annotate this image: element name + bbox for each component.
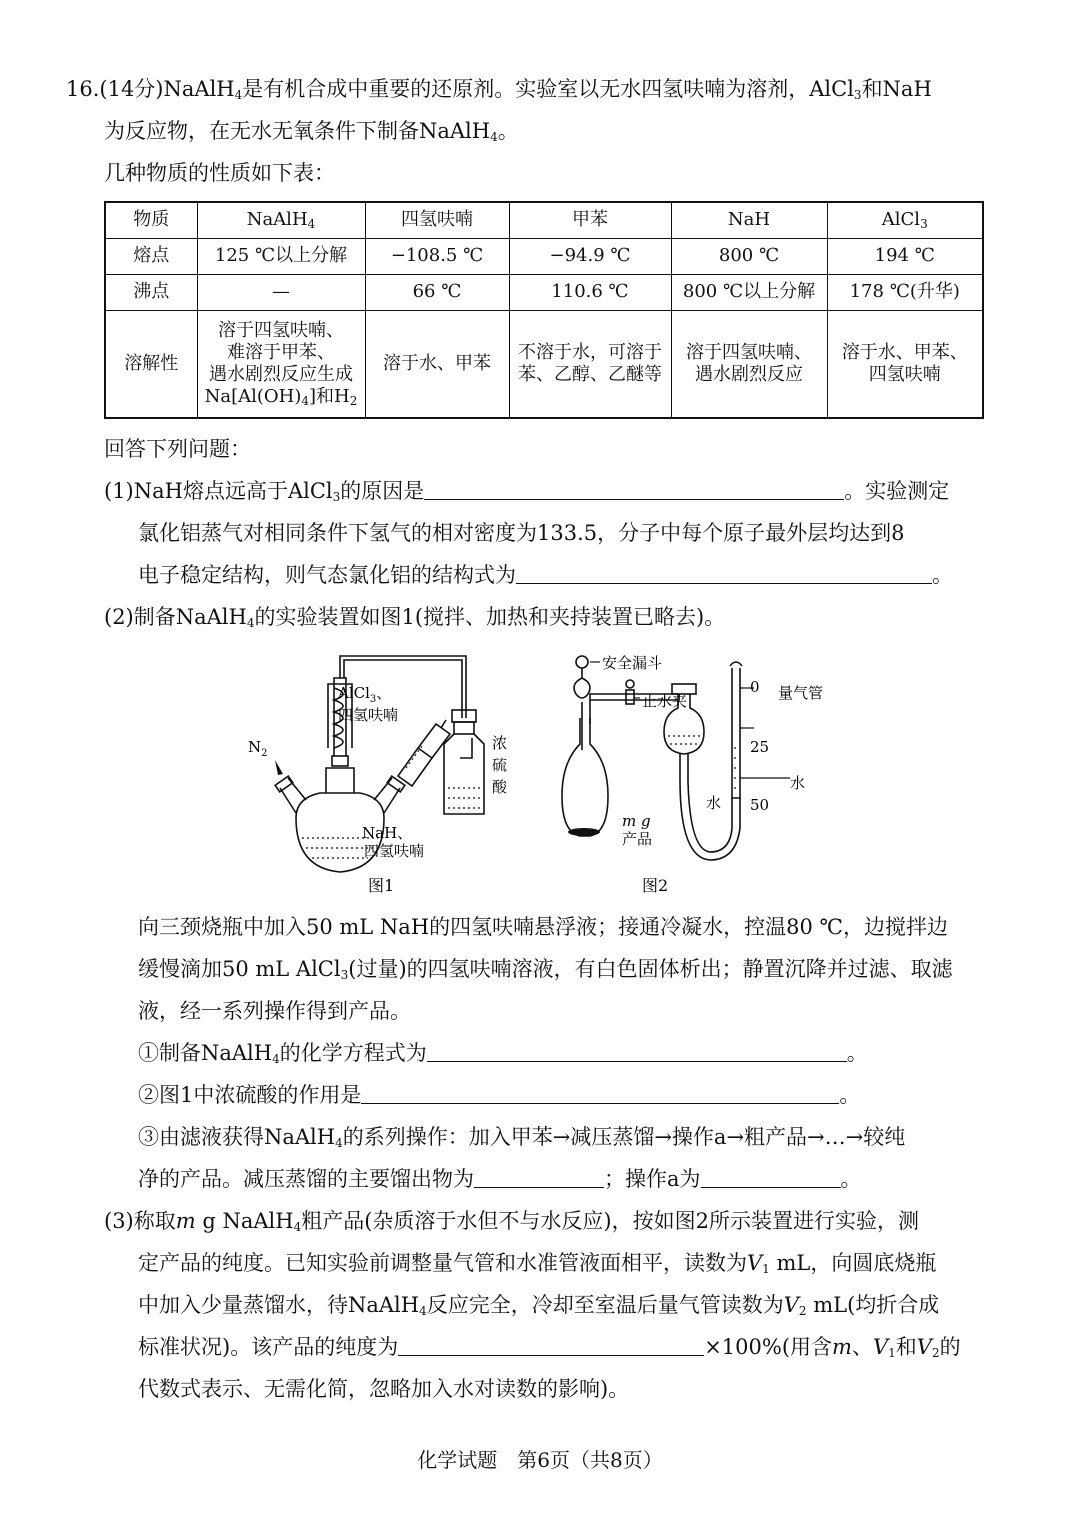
label-water-right: 水 (790, 774, 806, 792)
label-water-left: 水 (706, 794, 722, 812)
table-intro: 几种物质的性质如下表： (104, 161, 335, 185)
sub-question-3-line-2: 净的产品。减压蒸馏的主要馏出物为 ；操作a为 。 (138, 1167, 862, 1191)
part-1-line-3: 电子稳定结构，则气态氯化铝的结构式为 。 (138, 563, 953, 587)
part-2-line-1: (2)制备NaAlH$_4$的实验装置如图1(搅拌、加热和夹持装置已略去)。 (104, 605, 726, 630)
table-header-cell: 物质 (105, 202, 197, 238)
table-cell: 溶于水、甲苯 (365, 310, 509, 418)
table-cell: 194 ℃ (827, 238, 983, 274)
label-nah: NaH、 (362, 824, 413, 842)
label-safety-funnel: 安全漏斗 (602, 654, 663, 672)
answer-blank[interactable] (701, 1165, 841, 1188)
table-cell: 熔点 (105, 238, 197, 274)
table-cell: 800 ℃以上分解 (671, 274, 827, 310)
table-cell: −94.9 ℃ (509, 238, 671, 274)
answer-blank[interactable] (516, 561, 932, 584)
label-50: 50 (750, 796, 770, 814)
part-3-line-4: 标准状况)。该产品的纯度为 ×100%(用含m、$V_1$和$V_2$的 (138, 1335, 961, 1360)
part-3-line-1: (3)称取m g NaAlH$_4$粗产品(杂质溶于水但不与水反应)，按如图2所示装置进行实验，测 (104, 1209, 919, 1234)
question-16-line-1: 16.(14分)NaAlH$_4$是有机合成中重要的还原剂。实验室以无水四氢呋喃为溶剂，AlCl$_3$和NaH (66, 77, 932, 102)
answer-blank[interactable] (474, 1165, 604, 1188)
part-2-desc-line-3: 液，经一系列操作得到产品。 (138, 999, 411, 1023)
figure-2-caption: 图2 (642, 876, 669, 895)
table-row-melting (105, 238, 983, 274)
table-cell: 溶解性 (105, 310, 197, 418)
page-footer: 化学试题 第6页（共8页） (417, 1448, 663, 1472)
part-2-desc-line-2: 缓慢滴加50 mL AlCl$_3$(过量)的四氢呋喃溶液，有白色固体析出；静置沉降并过滤、取滤 (138, 957, 953, 982)
table-header-cell: NaH (671, 202, 827, 238)
table-header-cell: 甲苯 (509, 202, 671, 238)
label-alcl3: AlCl$_3$、 (338, 684, 392, 705)
table-cell: — (197, 274, 365, 310)
table-cell: 溶于水、甲苯、 四氢呋喃 (827, 310, 983, 418)
table-cell: 178 ℃(升华) (827, 274, 983, 310)
sub-question-1: ①制备NaAlH$_4$的化学方程式为 。 (138, 1041, 868, 1066)
table-row-header (105, 202, 983, 238)
part-1-line-1: (1)NaH熔点远高于AlCl$_3$的原因是 。实验测定 (104, 479, 950, 504)
table-cell: 沸点 (105, 274, 197, 310)
answer-blank[interactable] (424, 477, 844, 500)
figure-2-apparatus (560, 648, 860, 898)
table-header-cell: AlCl$_3$ (827, 202, 983, 238)
table-row-solubility (105, 310, 983, 418)
answer-intro: 回答下列问题： (104, 437, 251, 461)
label-n2: $N_2$ (248, 738, 268, 759)
table-cell: 不溶于水，可溶于 苯、乙醇、乙醚等 (509, 310, 671, 418)
table-cell: 110.6 ℃ (509, 274, 671, 310)
table-cell: 800 ℃ (671, 238, 827, 274)
sub-question-2: ②图1中浓硫酸的作用是 。 (138, 1083, 861, 1107)
table-cell: 66 ℃ (365, 274, 509, 310)
label-thf-bottom: 四氢呋喃 (364, 842, 425, 860)
label-acid-1: 浓 (492, 734, 508, 752)
table-row-boiling (105, 274, 983, 310)
sub-question-3-line-1: ③由滤液获得NaAlH$_4$的系列操作：加入甲苯→减压蒸馏→操作a→粗产品→…→较纯 (138, 1125, 906, 1150)
figure-1-apparatus (240, 648, 540, 898)
label-acid-2: 硫 (492, 756, 508, 774)
part-1-line-2: 氯化铝蒸气对相同条件下氢气的相对密度为133.5，分子中每个原子最外层均达到8 (138, 521, 905, 545)
part-2-desc-line-1: 向三颈烧瓶中加入50 mL NaH的四氢呋喃悬浮液；接通冷凝水，控温80 ℃，边搅拌边 (138, 915, 949, 939)
part-3-line-2: 定产品的纯度。已知实验前调整量气管和水准管液面相平，读数为$V_1$ mL，向圆底烧瓶 (138, 1251, 937, 1276)
label-zero: 0 (750, 678, 760, 696)
label-acid-3: 酸 (492, 778, 508, 796)
label-mg: m g (622, 812, 651, 830)
label-gas-tube: 量气管 (778, 684, 824, 702)
part-3-line-3: 中加入少量蒸馏水，待NaAlH$_4$反应完全，冷却至室温后量气管读数为$V_2$ mL(均折合成 (138, 1293, 940, 1318)
properties-table (104, 201, 984, 419)
figure-1-caption: 图1 (368, 876, 395, 895)
answer-blank[interactable] (361, 1081, 839, 1104)
table-cell: 125 ℃以上分解 (197, 238, 365, 274)
answer-blank[interactable] (398, 1333, 704, 1356)
label-water-clamp: 止水夹 (642, 692, 688, 710)
question-16-line-2: 为反应物，在无水无氧条件下制备NaAlH$_4$。 (104, 119, 519, 144)
part-3-line-5: 代数式表示、无需化简，忽略加入水对读数的影响)。 (138, 1377, 630, 1401)
table-header-cell: NaAlH$_4$ (197, 202, 365, 238)
answer-blank[interactable] (427, 1039, 847, 1062)
table-header-cell: 四氢呋喃 (365, 202, 509, 238)
table-cell: 溶于四氢呋喃、 遇水剧烈反应 (671, 310, 827, 418)
table-cell: 溶于四氢呋喃、 难溶于甲苯、 遇水剧烈反应生成 $Na[Al(OH)_4]$和$H_2$ (197, 310, 365, 418)
label-product: 产品 (622, 830, 653, 848)
label-thf-top: 四氢呋喃 (338, 706, 399, 724)
label-25: 25 (750, 738, 770, 756)
table-cell: −108.5 ℃ (365, 238, 509, 274)
